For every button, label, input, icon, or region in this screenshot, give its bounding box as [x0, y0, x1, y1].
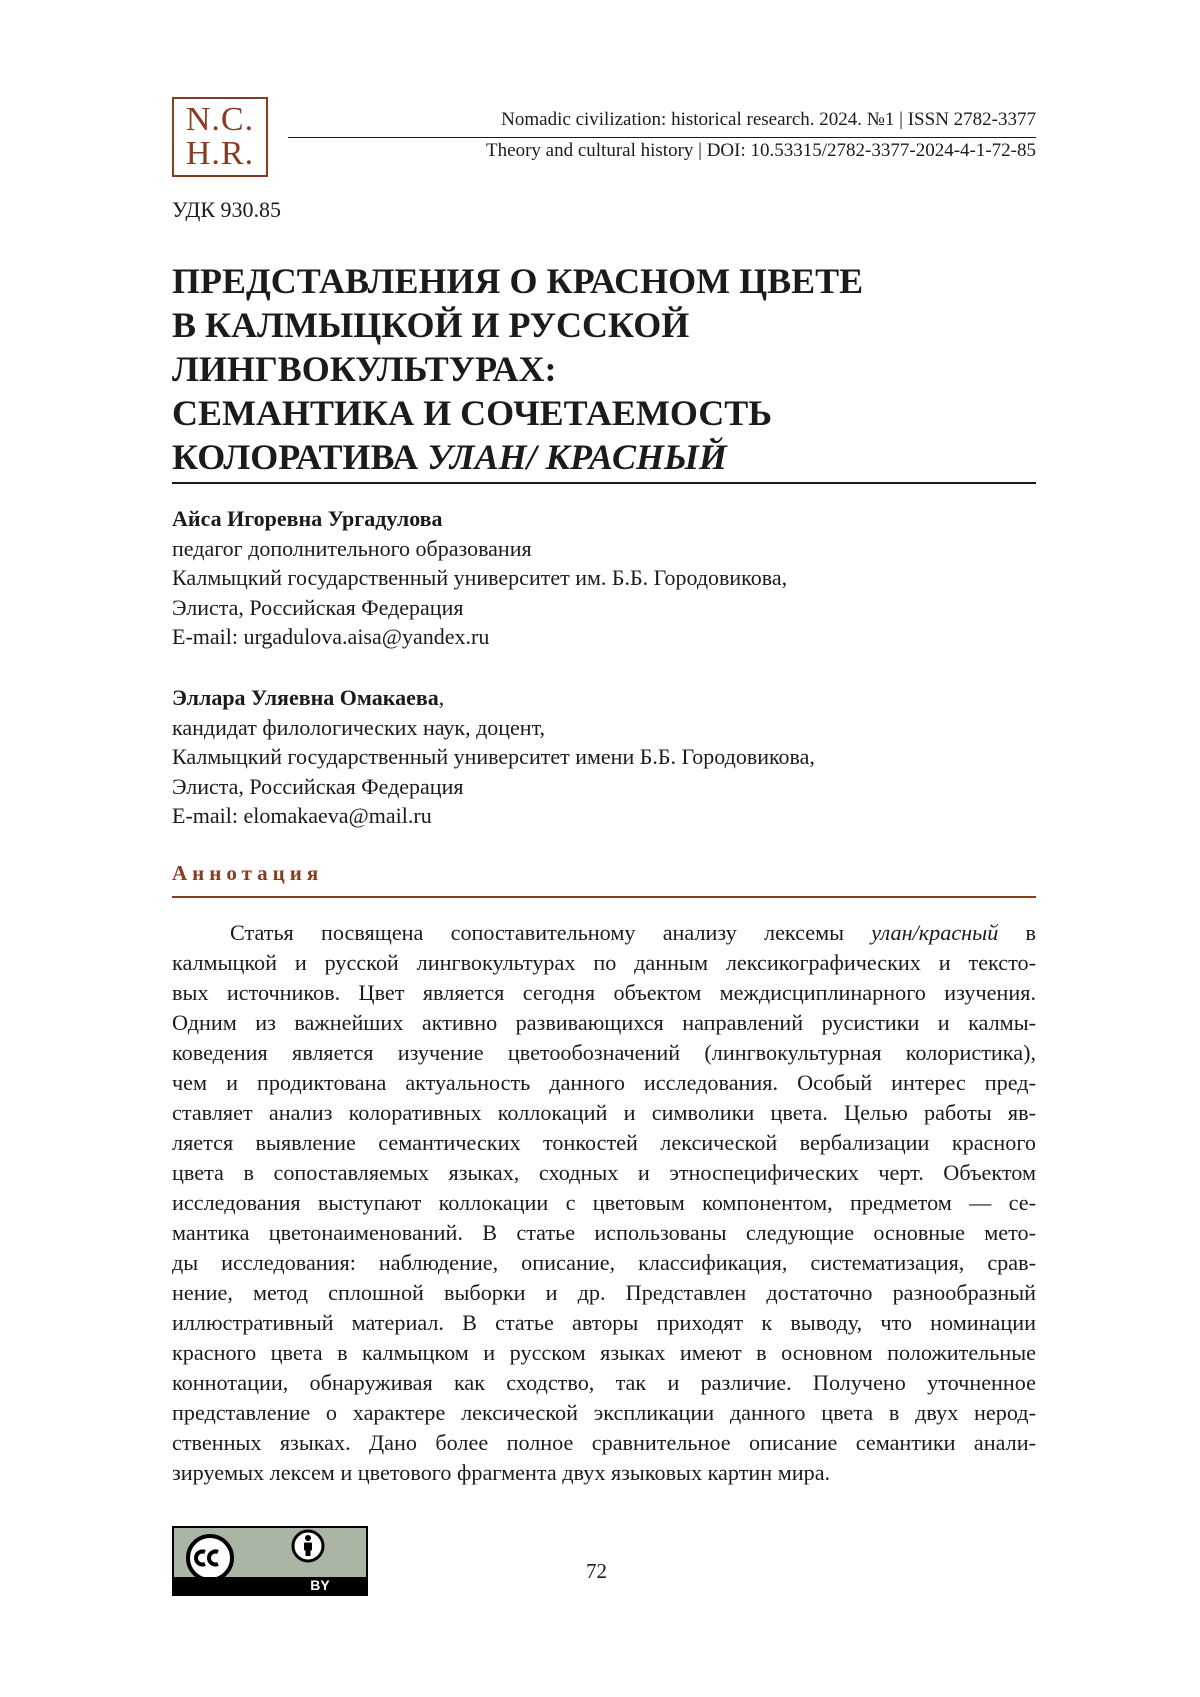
logo-line-1: N.C. [185, 101, 255, 138]
section-doi: Theory and cultural history | DOI: 10.53315/2782-3377-2024-4-1-72-85 [486, 140, 1036, 161]
article-title [172, 259, 1036, 479]
abstract-divider [172, 896, 1036, 898]
abstract-keyword: улан/красный [871, 920, 999, 945]
author-name-line: Эллара Уляевна Омакаева, [172, 685, 445, 710]
author-name: Эллара Уляевна Омакаева [172, 685, 439, 710]
abstract-line-suffix: в [998, 920, 1036, 945]
title-line: В КАЛМЫЦКОЙ И РУССКОЙ [172, 305, 690, 345]
abstract-line: ляется выявление семантических тонкостей лексической вербализации красного [172, 1130, 1036, 1155]
abstract-line: представление о характере лексической экспликации данного цвета в двух нерод- [172, 1400, 1036, 1425]
journal-logo [172, 97, 268, 177]
author-block [172, 504, 1036, 652]
logo-line-2: H.R. [185, 135, 255, 172]
abstract-line: иллюстративный материал. В статье авторы приходят к выводу, что номинации [172, 1310, 1036, 1335]
author-location: Элиста, Российская Федерация [172, 594, 464, 620]
abstract-line: ставляет анализ колоративных коллокаций и символики цвета. Целью работы яв- [172, 1100, 1036, 1125]
author-name: Айса Игоревна Ургадулова [172, 506, 443, 531]
title-line-prefix: КОЛОРАТИВА [172, 437, 428, 477]
title-line: ПРЕДСТАВЛЕНИЯ О КРАСНОМ ЦВЕТЕ [172, 261, 864, 301]
author-email[interactable]: E-mail: elomakaeva@mail.ru [172, 803, 432, 828]
attribution-icon [293, 1531, 323, 1561]
abstract-line: вых источников. Цвет является сегодня объектом междисциплинарного изучения. [172, 980, 1036, 1005]
cc-logo-icon [188, 1536, 232, 1577]
title-line [172, 435, 1036, 479]
abstract-body [172, 918, 1036, 1488]
abstract-line: чем и продиктована актуальность данного исследования. Особый интерес пред- [172, 1070, 1036, 1095]
title-keyword: УЛАН/ КРАСНЫЙ [427, 437, 727, 477]
header-divider [288, 137, 1036, 138]
abstract-line: ды исследования: наблюдение, описание, классификация, систематизация, срав- [172, 1250, 1036, 1275]
abstract-heading: Аннотация [172, 861, 324, 885]
udk-code: УДК 930.85 [172, 197, 282, 222]
abstract-line: коведения является изучение цветообозначений (лингвокультурная колористика), [172, 1040, 1036, 1065]
page-number: 72 [586, 1559, 607, 1583]
abstract-line-prefix: Статья посвящена сопоставительному анализу лексемы [230, 920, 872, 945]
abstract-line [172, 918, 1036, 948]
title-divider [172, 482, 1036, 484]
abstract-line: калмыцкой и русской лингвокультурах по данным лексикографических и тексто- [172, 950, 1036, 975]
author-email[interactable]: E-mail: urgadulova.aisa@yandex.ru [172, 624, 490, 649]
author-position: педагог дополнительного образования [172, 535, 532, 561]
title-line: СЕМАНТИКА И СОЧЕТАЕМОСТЬ [172, 393, 773, 433]
author-block [172, 683, 1036, 831]
cc-icons [174, 1528, 366, 1577]
abstract-line: зируемых лексем и цветового фрагмента двух языковых картин мира. [172, 1460, 831, 1485]
abstract-line: мантика цветонаименований. В статье использованы следующие основные мето- [172, 1220, 1036, 1245]
author-position: кандидат филологических наук, доцент, [172, 714, 546, 740]
author-affiliation: Калмыцкий государственный университет имени Б.Б. Городовикова, [172, 744, 815, 769]
title-line: ЛИНГВОКУЛЬТУРАХ: [172, 349, 557, 389]
abstract-line: исследования выступают коллокации с цветовым компонентом, предметом — се- [172, 1190, 1036, 1215]
abstract-line: красного цвета в калмыцком и русском языках имеют в основном положительные [172, 1340, 1036, 1365]
by-label: BY [310, 1577, 330, 1593]
abstract-line: Одним из важнейших активно развивающихся направлений русистики и калмы- [172, 1010, 1036, 1035]
author-affiliation: Калмыцкий государственный университет им. Б.Б. Городовикова, [172, 565, 788, 590]
journal-info: Nomadic civilization: historical research. 2024. №1 | ISSN 2782-3377 [501, 109, 1036, 130]
author-location: Элиста, Российская Федерация [172, 773, 464, 799]
abstract-line: цвета в сопоставляемых языках, сходных и этноспецифических черт. Объектом [172, 1160, 1036, 1185]
abstract-line: коннотации, обнаруживая как сходство, так и различие. Получено уточненное [172, 1370, 1036, 1395]
abstract-line: нение, метод сплошной выборки и др. Представлен достаточно разнообразный [172, 1280, 1036, 1305]
cc-by-license-badge[interactable] [172, 1526, 368, 1596]
abstract-line: ственных языках. Дано более полное сравнительное описание семантики анали- [172, 1430, 1036, 1455]
